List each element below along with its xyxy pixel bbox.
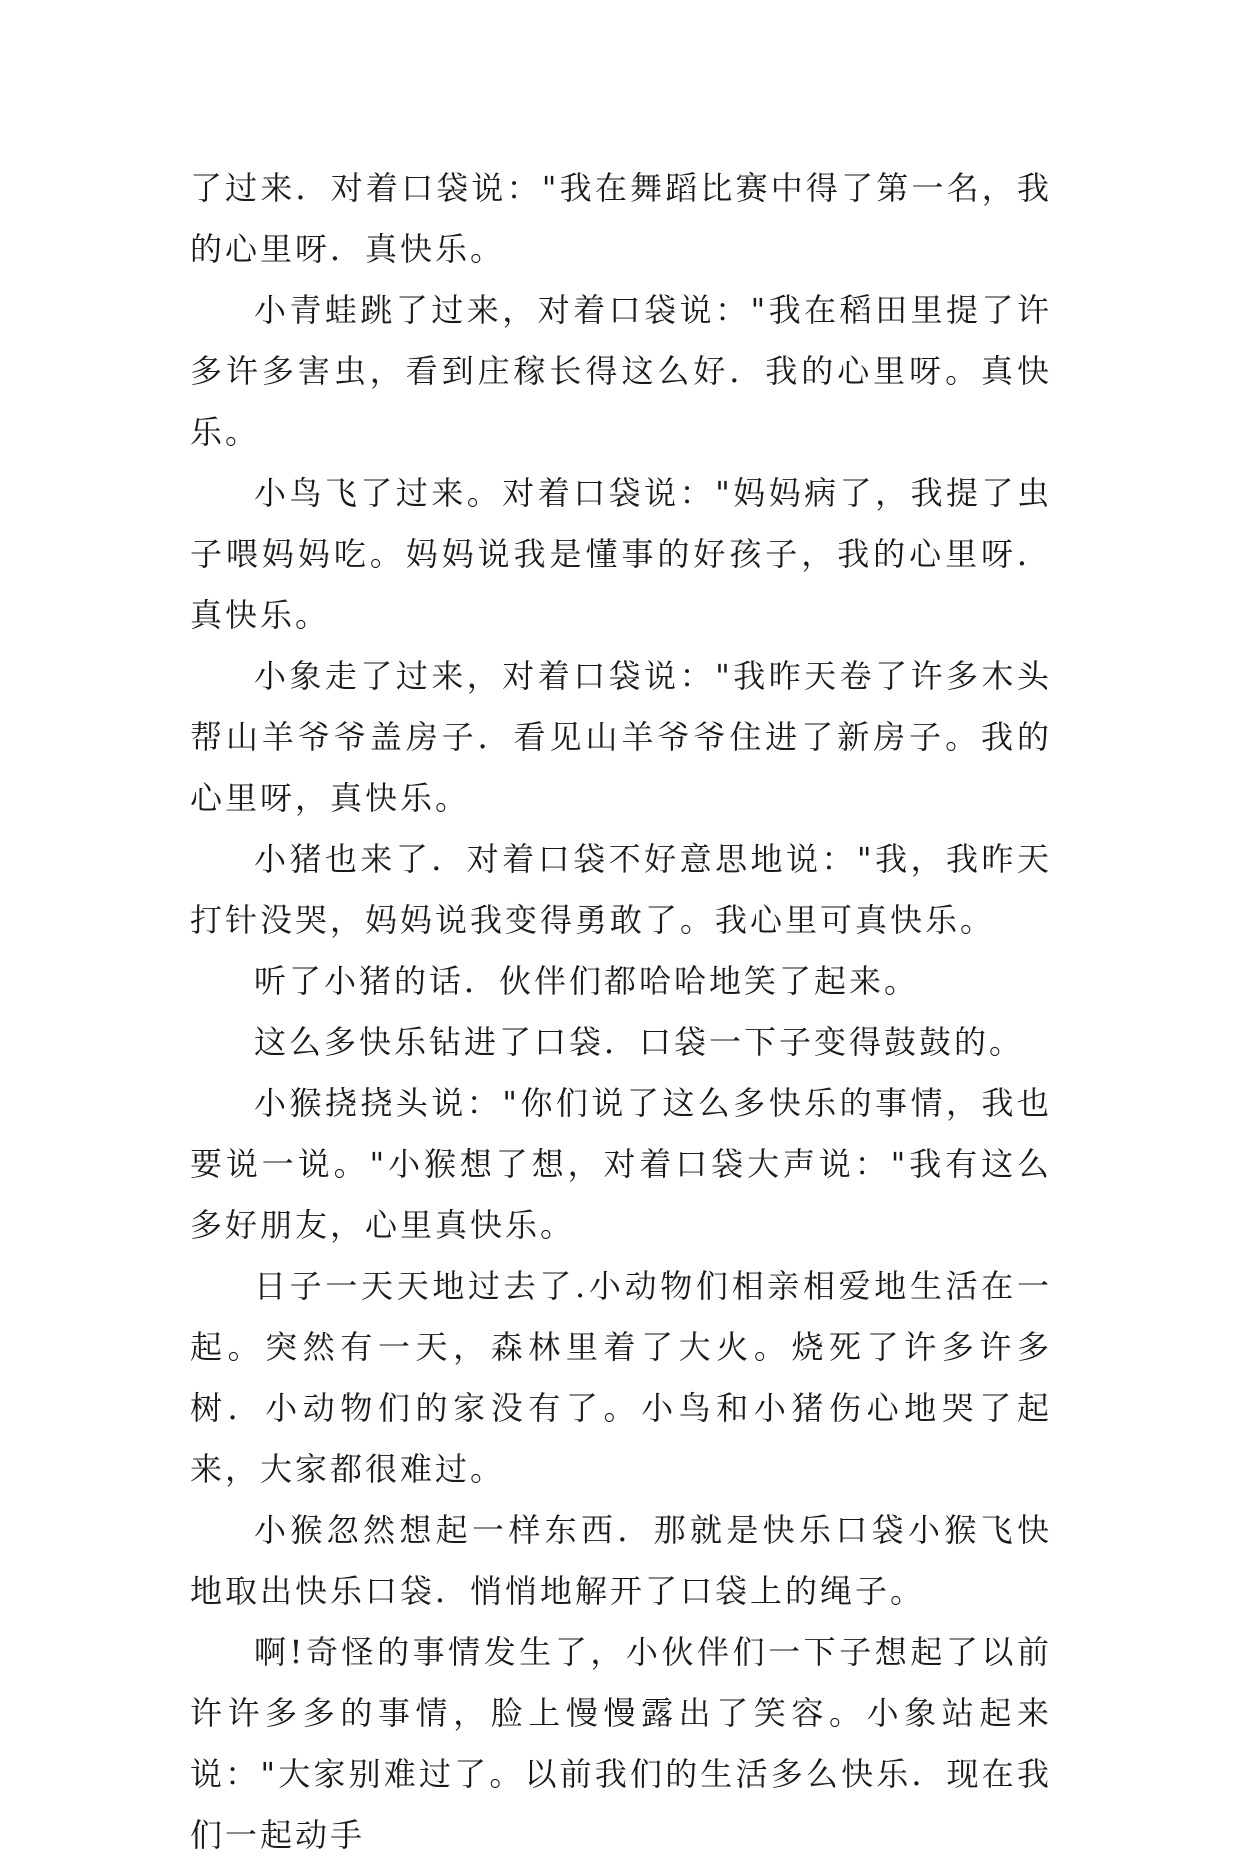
paragraph-1: 了过来．对着口袋说："我在舞蹈比赛中得了第一名，我的心里呀．真快乐。 <box>190 169 1052 268</box>
paragraph-10: 小猴忽然想起一样东西．那就是快乐口袋小猴飞快地取出快乐口袋．悄悄地解开了口袋上的绳子。 <box>190 1511 1052 1610</box>
paragraph-6: 听了小猪的话．伙伴们都哈哈地笑了起来。 <box>254 962 920 1000</box>
paragraph-9: 日子一天天地过去了.小动物们相亲相爱地生活在一起。突然有一天，森林里着了大火。烧死了许多许多树．小动物们的家没有了。小鸟和小猪伤心地哭了起来，大家都很难过。 <box>190 1267 1052 1488</box>
paragraph-11: 啊!奇怪的事情发生了，小伙伴们一下子想起了以前许许多多的事情，脸上慢慢露出了笑容。小象站起来说："大家别难过了。以前我们的生活多么快乐．现在我们一起动手 <box>190 1633 1052 1854</box>
paragraph-5: 小猪也来了．对着口袋不好意思地说："我，我昨天打针没哭，妈妈说我变得勇敢了。我心里可真快乐。 <box>190 840 1052 939</box>
paragraph-4: 小象走了过来，对着口袋说："我昨天卷了许多木头帮山羊爷爷盖房子．看见山羊爷爷住进了新房子。我的心里呀，真快乐。 <box>190 657 1052 817</box>
story-text <box>190 158 1052 1866</box>
paragraph-3: 小鸟飞了过来。对着口袋说："妈妈病了，我提了虫子喂妈妈吃。妈妈说我是懂事的好孩子，我的心里呀．真快乐。 <box>190 474 1052 634</box>
paragraph-2: 小青蛙跳了过来，对着口袋说："我在稻田里提了许多许多害虫，看到庄稼长得这么好．我的心里呀。真快乐。 <box>190 291 1052 451</box>
paragraph-8: 小猴挠挠头说："你们说了这么多快乐的事情，我也要说一说。"小猴想了想，对着口袋大声说："我有这么多好朋友，心里真快乐。 <box>190 1084 1052 1244</box>
paragraph-7: 这么多快乐钻进了口袋．口袋一下子变得鼓鼓的。 <box>254 1023 1025 1061</box>
